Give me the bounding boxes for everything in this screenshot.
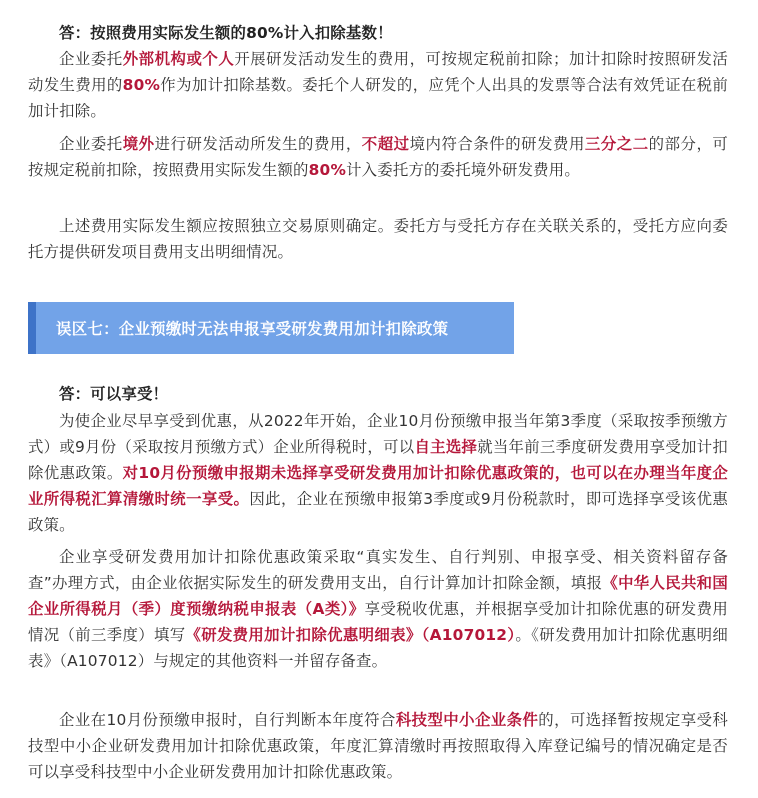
highlight-run: 对10月份预缴申报期未选择享受研发费用加计扣除优惠政策的，也可以在办理当年度企业所得税汇算清缴时统一享受。 — [28, 464, 729, 508]
text-run: 境内符合条件的研发费用 — [409, 135, 585, 153]
banner-accent-bar — [28, 302, 36, 354]
answer-heading-1: 答：按照费用实际发生额的80%计入扣除基数！ — [59, 24, 393, 42]
paragraph-outsourced-domestic — [28, 46, 728, 124]
paragraph-arms-length: 上述费用实际发生额应按照独立交易原则确定。委托方与受托方存在关联关系的，受托方应向委托方提供研发项目费用支出明细情况。 — [28, 217, 728, 261]
highlight-run: 三分之二 — [584, 135, 649, 153]
highlight-run: 外部机构或个人 — [122, 50, 235, 68]
text-run: 进行研发活动所发生的费用， — [154, 135, 362, 153]
text-run: 为使企业尽早享受到优惠，从2022年开始，企业10月份预缴申报当年第3季度（采取按季预缴方式）或9月份（采取按月预缴方式）企业所得税时，可以 — [28, 412, 728, 456]
answer-heading-2: 答：可以享受！ — [59, 385, 169, 403]
highlight-run: 科技型中小企业条件 — [395, 711, 539, 729]
text-run: 就当年前三季度研发费用享受加计扣除优惠政策。 — [28, 438, 729, 482]
text-run: 因此，企业在预缴申报第3季度或9月份税款时，即可选择享受该优惠政策。 — [28, 490, 728, 534]
highlight-run: 自主选择 — [414, 438, 478, 456]
highlight-run: 不超过 — [361, 135, 410, 153]
paragraph-tech-sme — [28, 707, 728, 785]
text-run: 。《研发费用加计扣除优惠明细表》（A107012）与规定的其他资料一并留存备查。 — [28, 626, 728, 670]
section-banner — [28, 302, 514, 354]
text-run: 的，可选择暂按规定享受科技型中小企业研发费用加计扣除优惠政策，年度汇算清缴时再按照取得入库登记编号的情况确定是否可以享受科技型中小企业研发费用加计扣除优惠政策。 — [28, 711, 728, 781]
text-run: 的部分，可按规定税前扣除，按照费用实际发生额的 — [28, 135, 728, 179]
highlight-run: 境外 — [122, 135, 155, 153]
text-run: 企业委托 — [59, 135, 123, 153]
highlight-run: 《研发费用加计扣除优惠明细表》（A107012） — [185, 626, 516, 644]
paragraph-filing-method — [28, 544, 728, 674]
text-run: 企业委托 — [59, 50, 123, 68]
text-run: 企业享受研发费用加计扣除优惠政策采取“真实发生、自行判别、申报享受、相关资料留存备查”办理方式，由企业依据实际发生的研发费用支出，自行计算加计扣除金额，填报 — [28, 548, 728, 592]
text-run: 作为加计扣除基数。委托个人研发的，应凭个人出具的发票等合法有效凭证在税前加计扣除。 — [28, 76, 729, 120]
highlight-run: 80% — [308, 161, 347, 179]
highlight-run: 《中华人民共和国企业所得税月（季）度预缴纳税申报表（A类）》 — [28, 574, 728, 618]
text-run: 享受税收优惠，并根据享受加计扣除优惠的研发费用情况（前三季度）填写 — [28, 600, 728, 644]
paragraph-outsourced-overseas — [28, 131, 728, 183]
highlight-run: 80% — [122, 76, 161, 94]
paragraph-prepayment-choice — [28, 408, 728, 538]
text-run: 企业在10月份预缴申报时，自行判断本年度符合 — [59, 711, 396, 729]
text-run: 计入委托方的委托境外研发费用。 — [346, 161, 580, 179]
banner-title: 误区七：企业预缴时无法申报享受研发费用加计扣除政策 — [56, 320, 449, 338]
text-run: 开展研发活动发生的费用，可按规定税前扣除；加计扣除时按照研发活动发生费用的 — [28, 50, 728, 94]
